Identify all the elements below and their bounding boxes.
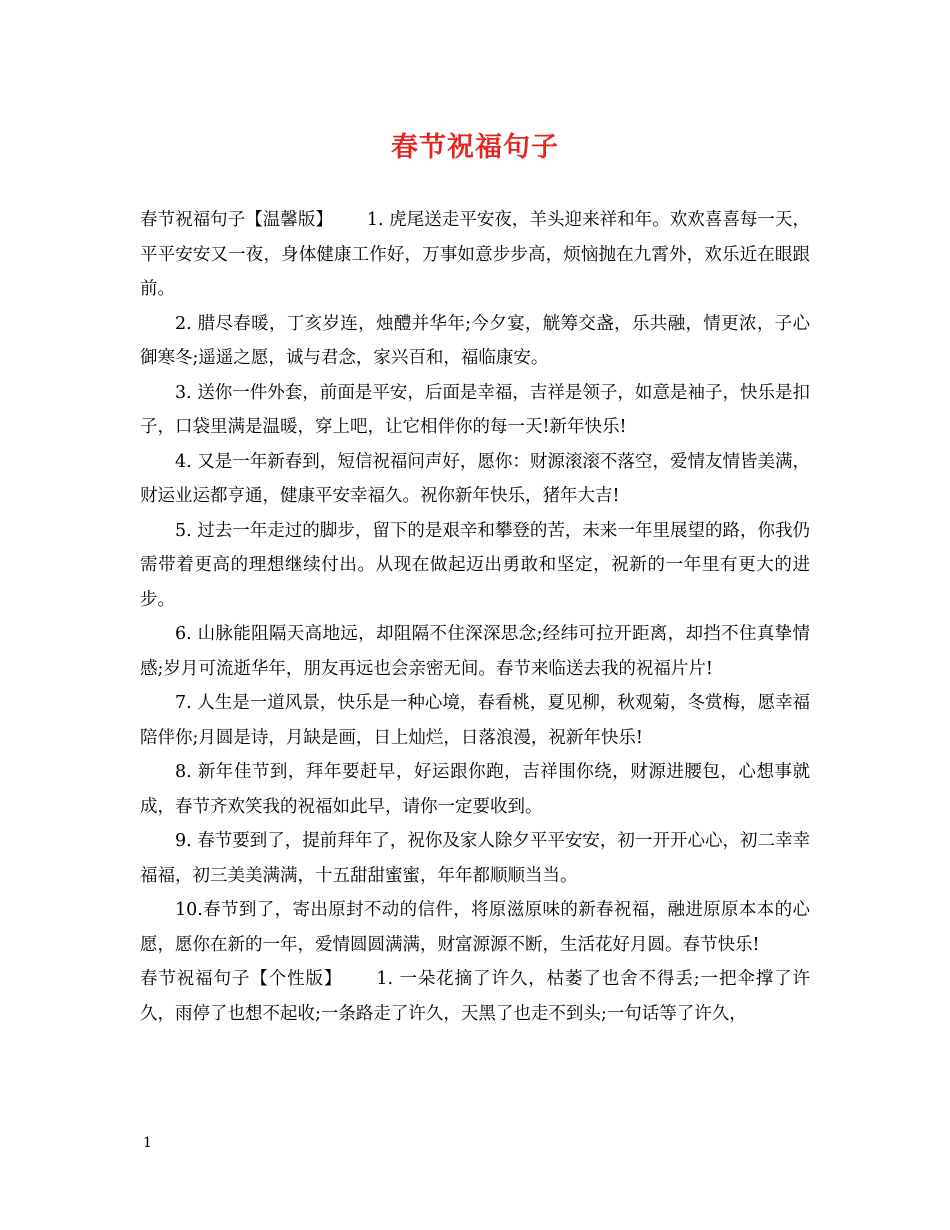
page-number: 1 — [143, 1135, 152, 1151]
paragraph-11 — [140, 962, 810, 1031]
body-text — [140, 203, 810, 1031]
paragraph-text: 1. 一朵花摘了许久，枯萎了也舍不得丢;一把伞撑了许久，雨停了也想不起收;一条路走了许久，天黑了也走不到头;一句话等了许久， — [140, 969, 811, 1024]
paragraph-4: 4. 又是一年新春到，短信祝福问声好，愿你：财源滚滚不落空，爱情友情皆美满，财运业运都亨通，健康平安幸福久。祝你新年快乐，猪年大吉! — [140, 451, 810, 506]
paragraph-10: 10.春节到了，寄出原封不动的信件，将原滋原味的新春祝福，融进原原本本的心愿，愿你在新的一年，爱情圆圆满满，财富源源不断，生活花好月圆。春节快乐! — [140, 900, 810, 955]
paragraph-5: 5. 过去一年走过的脚步，留下的是艰辛和攀登的苦，未来一年里展望的路，你我仍需带着更高的理想继续付出。从现在做起迈出勇敢和坚定，祝新的一年里有更大的进步。 — [140, 520, 810, 610]
paragraph-3: 3. 送你一件外套，前面是平安，后面是幸福，吉祥是领子，如意是袖子，快乐是扣子，口袋里满是温暖，穿上吧，让它相伴你的每一天!新年快乐! — [140, 382, 810, 437]
page-title: 春节祝福句子 — [391, 132, 559, 163]
paragraph-6: 6. 山脉能阻隔天高地远，却阻隔不住深深思念;经纬可拉开距离，却挡不住真挚情感;岁月可流逝华年，朋友再远也会亲密无间。春节来临送去我的祝福片片! — [140, 624, 810, 679]
paragraph-2: 2. 腊尽春暖，丁亥岁连，烛醴并华年;今夕宴，觥筹交盏，乐共融，情更浓，子心御寒冬;遥遥之愿，诚与君念，家兴百和，福临康安。 — [140, 313, 810, 368]
section-label: 春节祝福句子【温馨版】 — [140, 210, 333, 230]
paragraph-9: 9. 春节要到了，提前拜年了，祝你及家人除夕平平安安，初一开开心心，初二幸幸福福，初三美美满满，十五甜甜蜜蜜，年年都顺顺当当。 — [140, 831, 810, 886]
paragraph-text: 1. 虎尾送走平安夜，羊头迎来祥和年。欢欢喜喜每一天，平平安安又一夜，身体健康工作好，万事如意步步高，烦恼抛在九霄外，欢乐近在眼跟前。 — [140, 210, 810, 299]
section-label: 春节祝福句子【个性版】 — [140, 969, 343, 989]
paragraph-1 — [140, 203, 810, 307]
paragraph-7: 7. 人生是一道风景，快乐是一种心境，春看桃，夏见柳，秋观菊，冬赏梅，愿幸福陪伴你;月圆是诗，月缺是画，日上灿烂，日落浪漫，祝新年快乐! — [140, 693, 810, 748]
paragraph-8: 8. 新年佳节到，拜年要赶早，好运跟你跑，吉祥围你绕，财源进腰包，心想事就成，春节齐欢笑我的祝福如此早，请你一定要收到。 — [140, 762, 810, 817]
